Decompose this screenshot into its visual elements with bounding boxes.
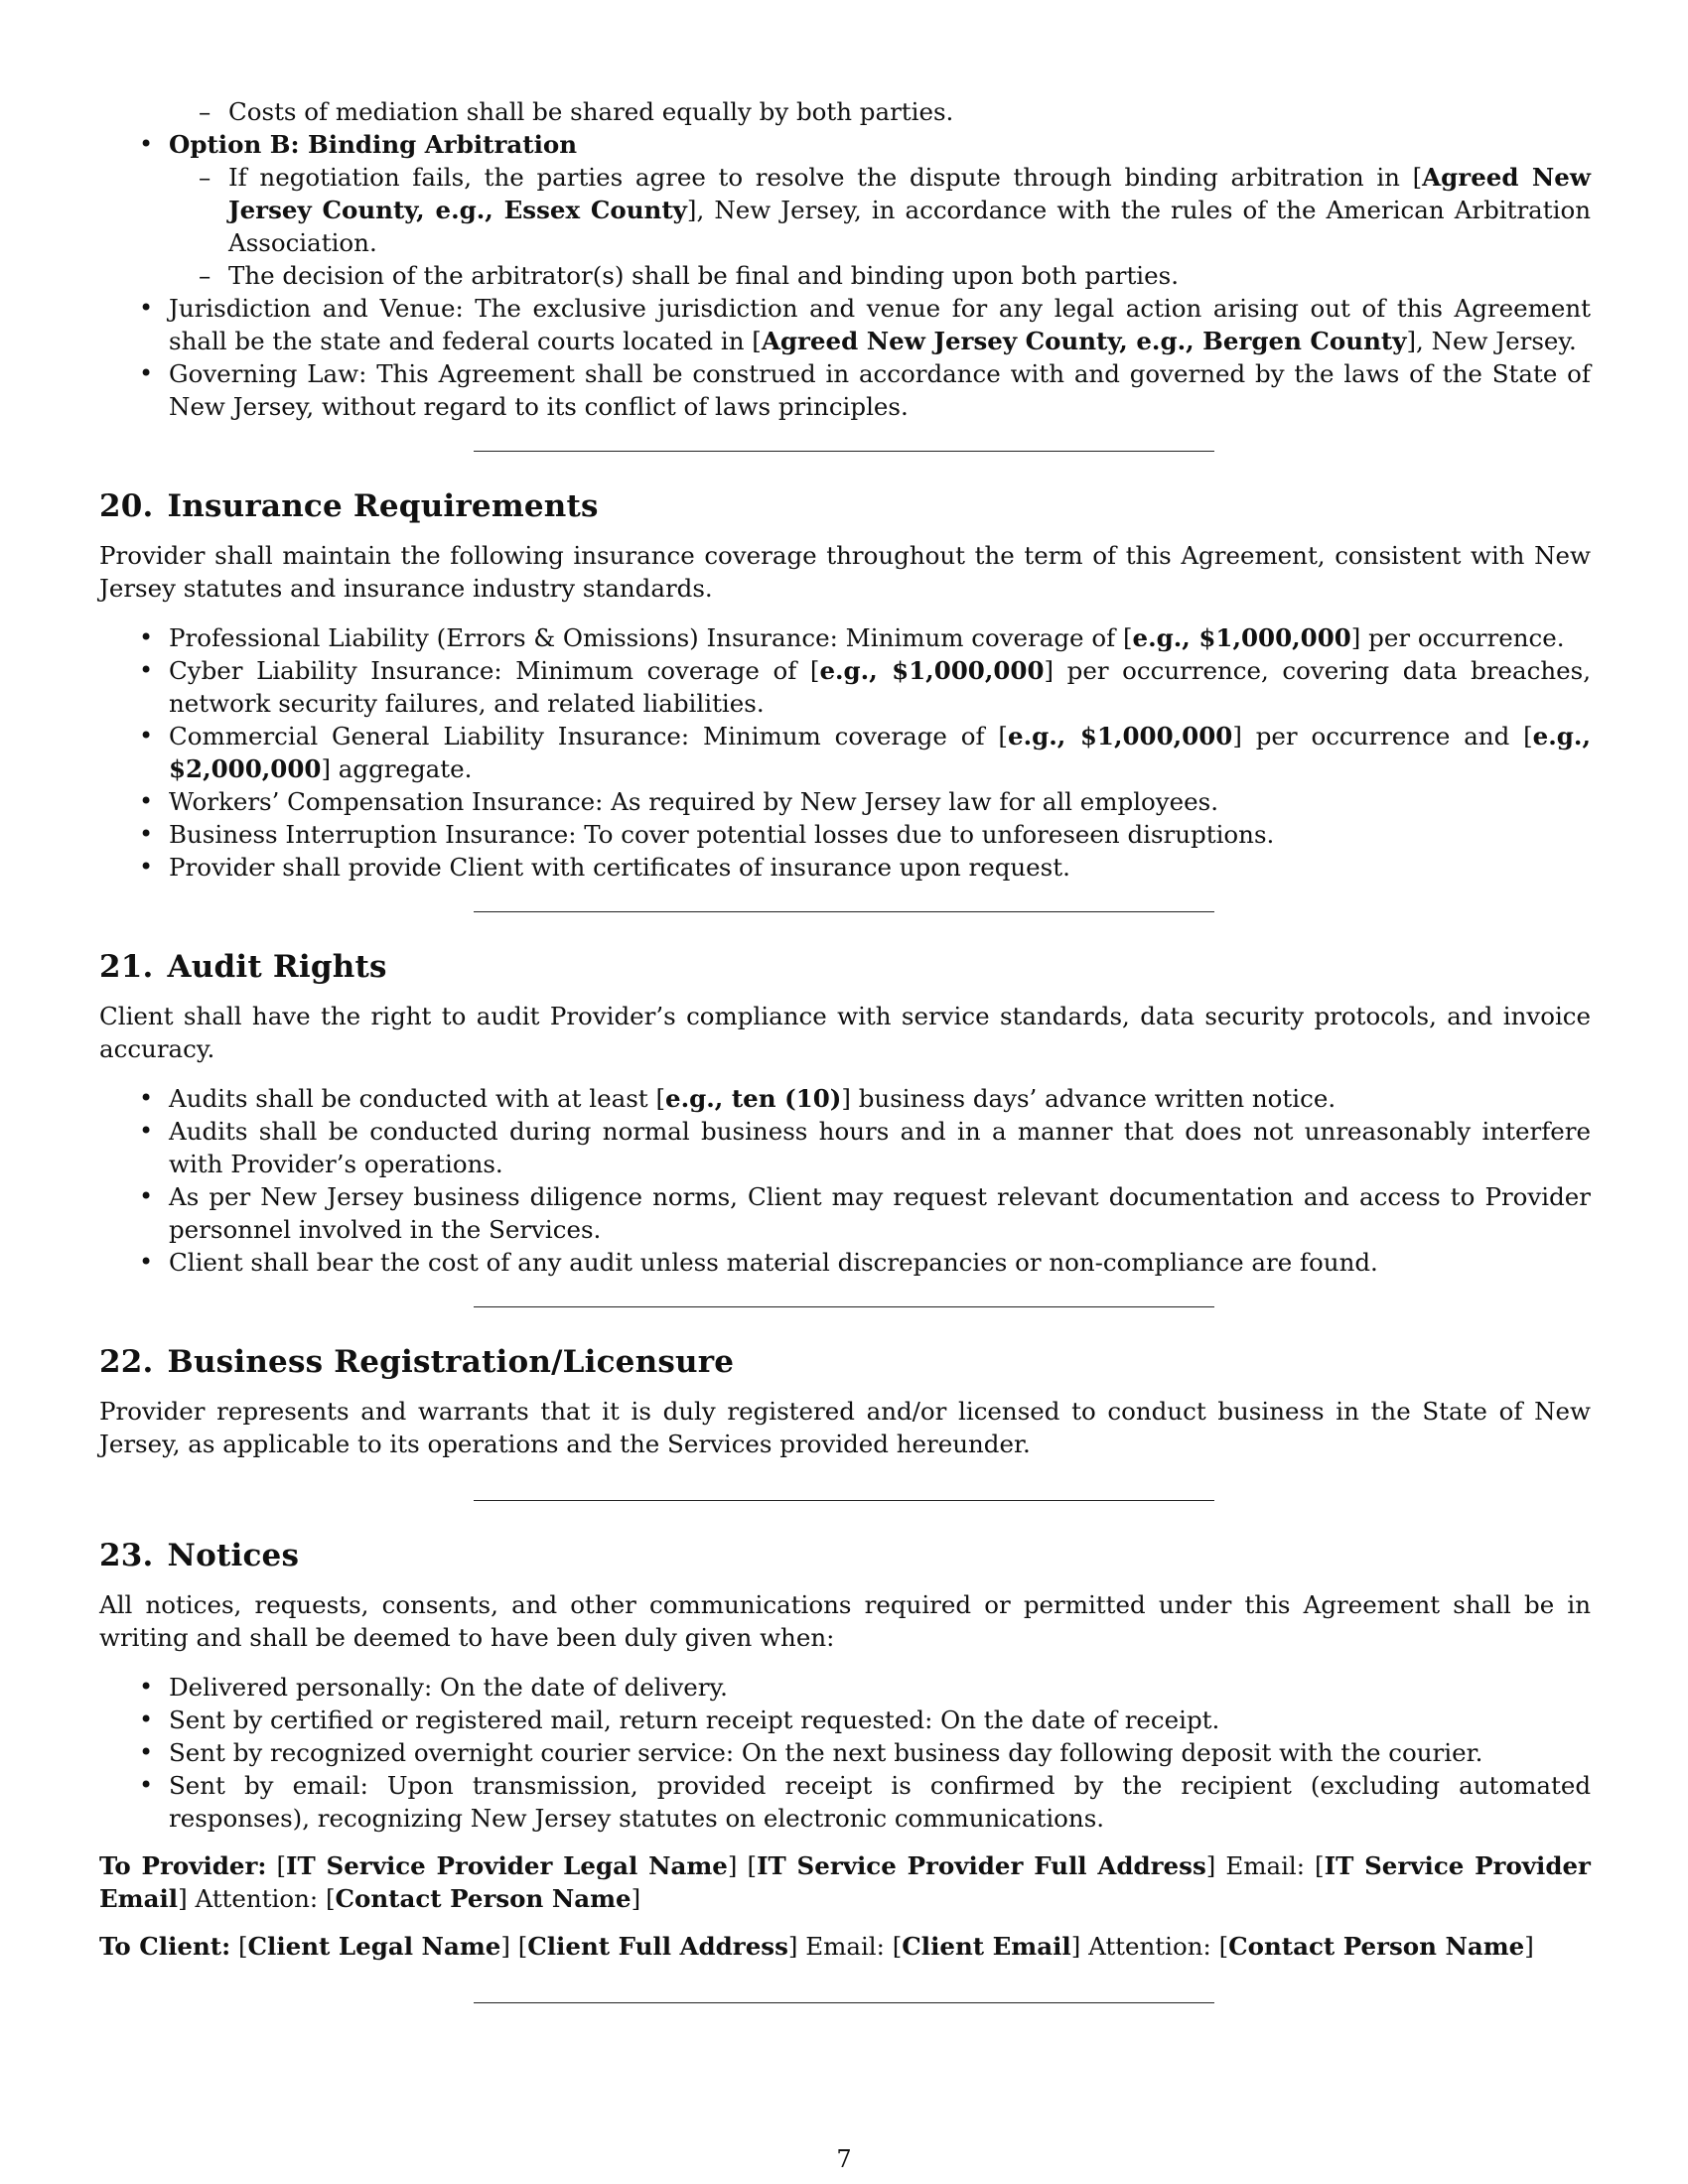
section-22-heading: 22. Business Registration/Licensure (99, 1344, 735, 1380)
page-number: 7 (836, 2145, 852, 2173)
audit-list (99, 1082, 1591, 1279)
option-b-title: Option B: Binding Arbitration (169, 130, 578, 159)
section-divider (474, 1500, 1214, 1501)
jurisdiction-item: • Jurisdiction and Venue: The exclusive jurisdiction and venue for any legal action arising out of this Agreement shall be the state and federal courts located in [Agreed New Jersey County, e.g., Bergen County], New Jersey. (99, 292, 1591, 357)
insurance-item-certificates: • Provider shall provide Client with certificates of insurance upon request. (99, 851, 1591, 884)
section-divider (474, 911, 1214, 912)
notice-item-email: • Sent by email: Upon transmission, provided receipt is confirmed by the recipient (excluding automated responses), recognizing New Jersey statutes on electronic communications. (99, 1769, 1591, 1835)
insurance-item-workers: • Workers’ Compensation Insurance: As required by New Jersey law for all employees. (99, 785, 1591, 818)
arbitration-sublist (99, 161, 1591, 292)
audit-item-documentation: • As per New Jersey business diligence norms, Client may request relevant documentation and access to Provider personnel involved in the Services. (99, 1180, 1591, 1246)
arbitration-item-1: – If negotiation fails, the parties agree to resolve the dispute through binding arbitration in [Agreed New Jersey County, e.g., Essex County], New Jersey, in accordance with the rules of the American Arbitration Association. (99, 161, 1591, 259)
section-21-heading: 21. Audit Rights (99, 949, 387, 985)
insurance-item-business: • Business Interruption Insurance: To cover potential losses due to unforeseen disruptions. (99, 818, 1591, 851)
section-22-body: Provider represents and warrants that it is duly registered and/or licensed to conduct business in the State of New Jersey, as applicable to its operations and the Services provided hereunder. (99, 1397, 1591, 1458)
section-20-intro: Provider shall maintain the following insurance coverage throughout the term of this Agreement, consistent with New Jersey statutes and insurance industry standards. (99, 541, 1591, 603)
option-b-item (99, 128, 1591, 292)
section-divider (474, 2002, 1214, 2003)
client-notice-address: To Client: [Client Legal Name] [Client Full Address] Email: [Client Email] Attention: [Contact Person Name] (99, 1932, 1534, 1961)
insurance-list (99, 621, 1591, 884)
audit-item-hours: • Audits shall be conducted during normal business hours and in a manner that does not unreasonably interfere with Provider’s operations. (99, 1115, 1591, 1180)
document-page (99, 95, 1591, 2003)
notice-item-mail: • Sent by certified or registered mail, return receipt requested: On the date of receipt. (99, 1704, 1591, 1736)
notice-item-courier: • Sent by recognized overnight courier service: On the next business day following deposit with the courier. (99, 1736, 1591, 1769)
section-21-intro: Client shall have the right to audit Provider’s compliance with service standards, data security protocols, and invoice accuracy. (99, 1002, 1591, 1063)
provider-notice-address: To Provider: [IT Service Provider Legal Name] [IT Service Provider Full Address] Email: [IT Service Provider Email] Attention: [Contact Person Name] (99, 1851, 1591, 1913)
insurance-item-professional: • Professional Liability (Errors & Omissions) Insurance: Minimum coverage of [e.g., $1,000,000] per occurrence. (99, 621, 1591, 654)
mediation-sublist (99, 95, 1591, 128)
mediation-cost-item: – Costs of mediation shall be shared equally by both parties. (99, 95, 1591, 128)
audit-item-cost: • Client shall bear the cost of any audit unless material discrepancies or non-compliance are found. (99, 1246, 1591, 1279)
notice-item-personal: • Delivered personally: On the date of delivery. (99, 1671, 1591, 1704)
section-23-heading: 23. Notices (99, 1538, 300, 1573)
arbitration-item-2: – The decision of the arbitrator(s) shall be final and binding upon both parties. (99, 259, 1591, 292)
audit-item-notice: • Audits shall be conducted with at least [e.g., ten (10)] business days’ advance written notice. (99, 1082, 1591, 1115)
insurance-item-cyber: • Cyber Liability Insurance: Minimum coverage of [e.g., $1,000,000] per occurrence, covering data breaches, network security failures, and related liabilities. (99, 654, 1591, 720)
section-23-intro: All notices, requests, consents, and other communications required or permitted under this Agreement shall be in writing and shall be deemed to have been duly given when: (99, 1590, 1591, 1652)
governing-law-item: • Governing Law: This Agreement shall be construed in accordance with and governed by the laws of the State of New Jersey, without regard to its conflict of laws principles. (99, 357, 1591, 423)
section-divider (474, 451, 1214, 452)
section-divider (474, 1306, 1214, 1307)
insurance-item-general: • Commercial General Liability Insurance: Minimum coverage of [e.g., $1,000,000] per occurrence and [e.g., $2,000,000] aggregate. (99, 720, 1591, 785)
section-20-heading: 20. Insurance Requirements (99, 488, 599, 524)
notices-list (99, 1671, 1591, 1835)
dispute-options-list (99, 128, 1591, 423)
